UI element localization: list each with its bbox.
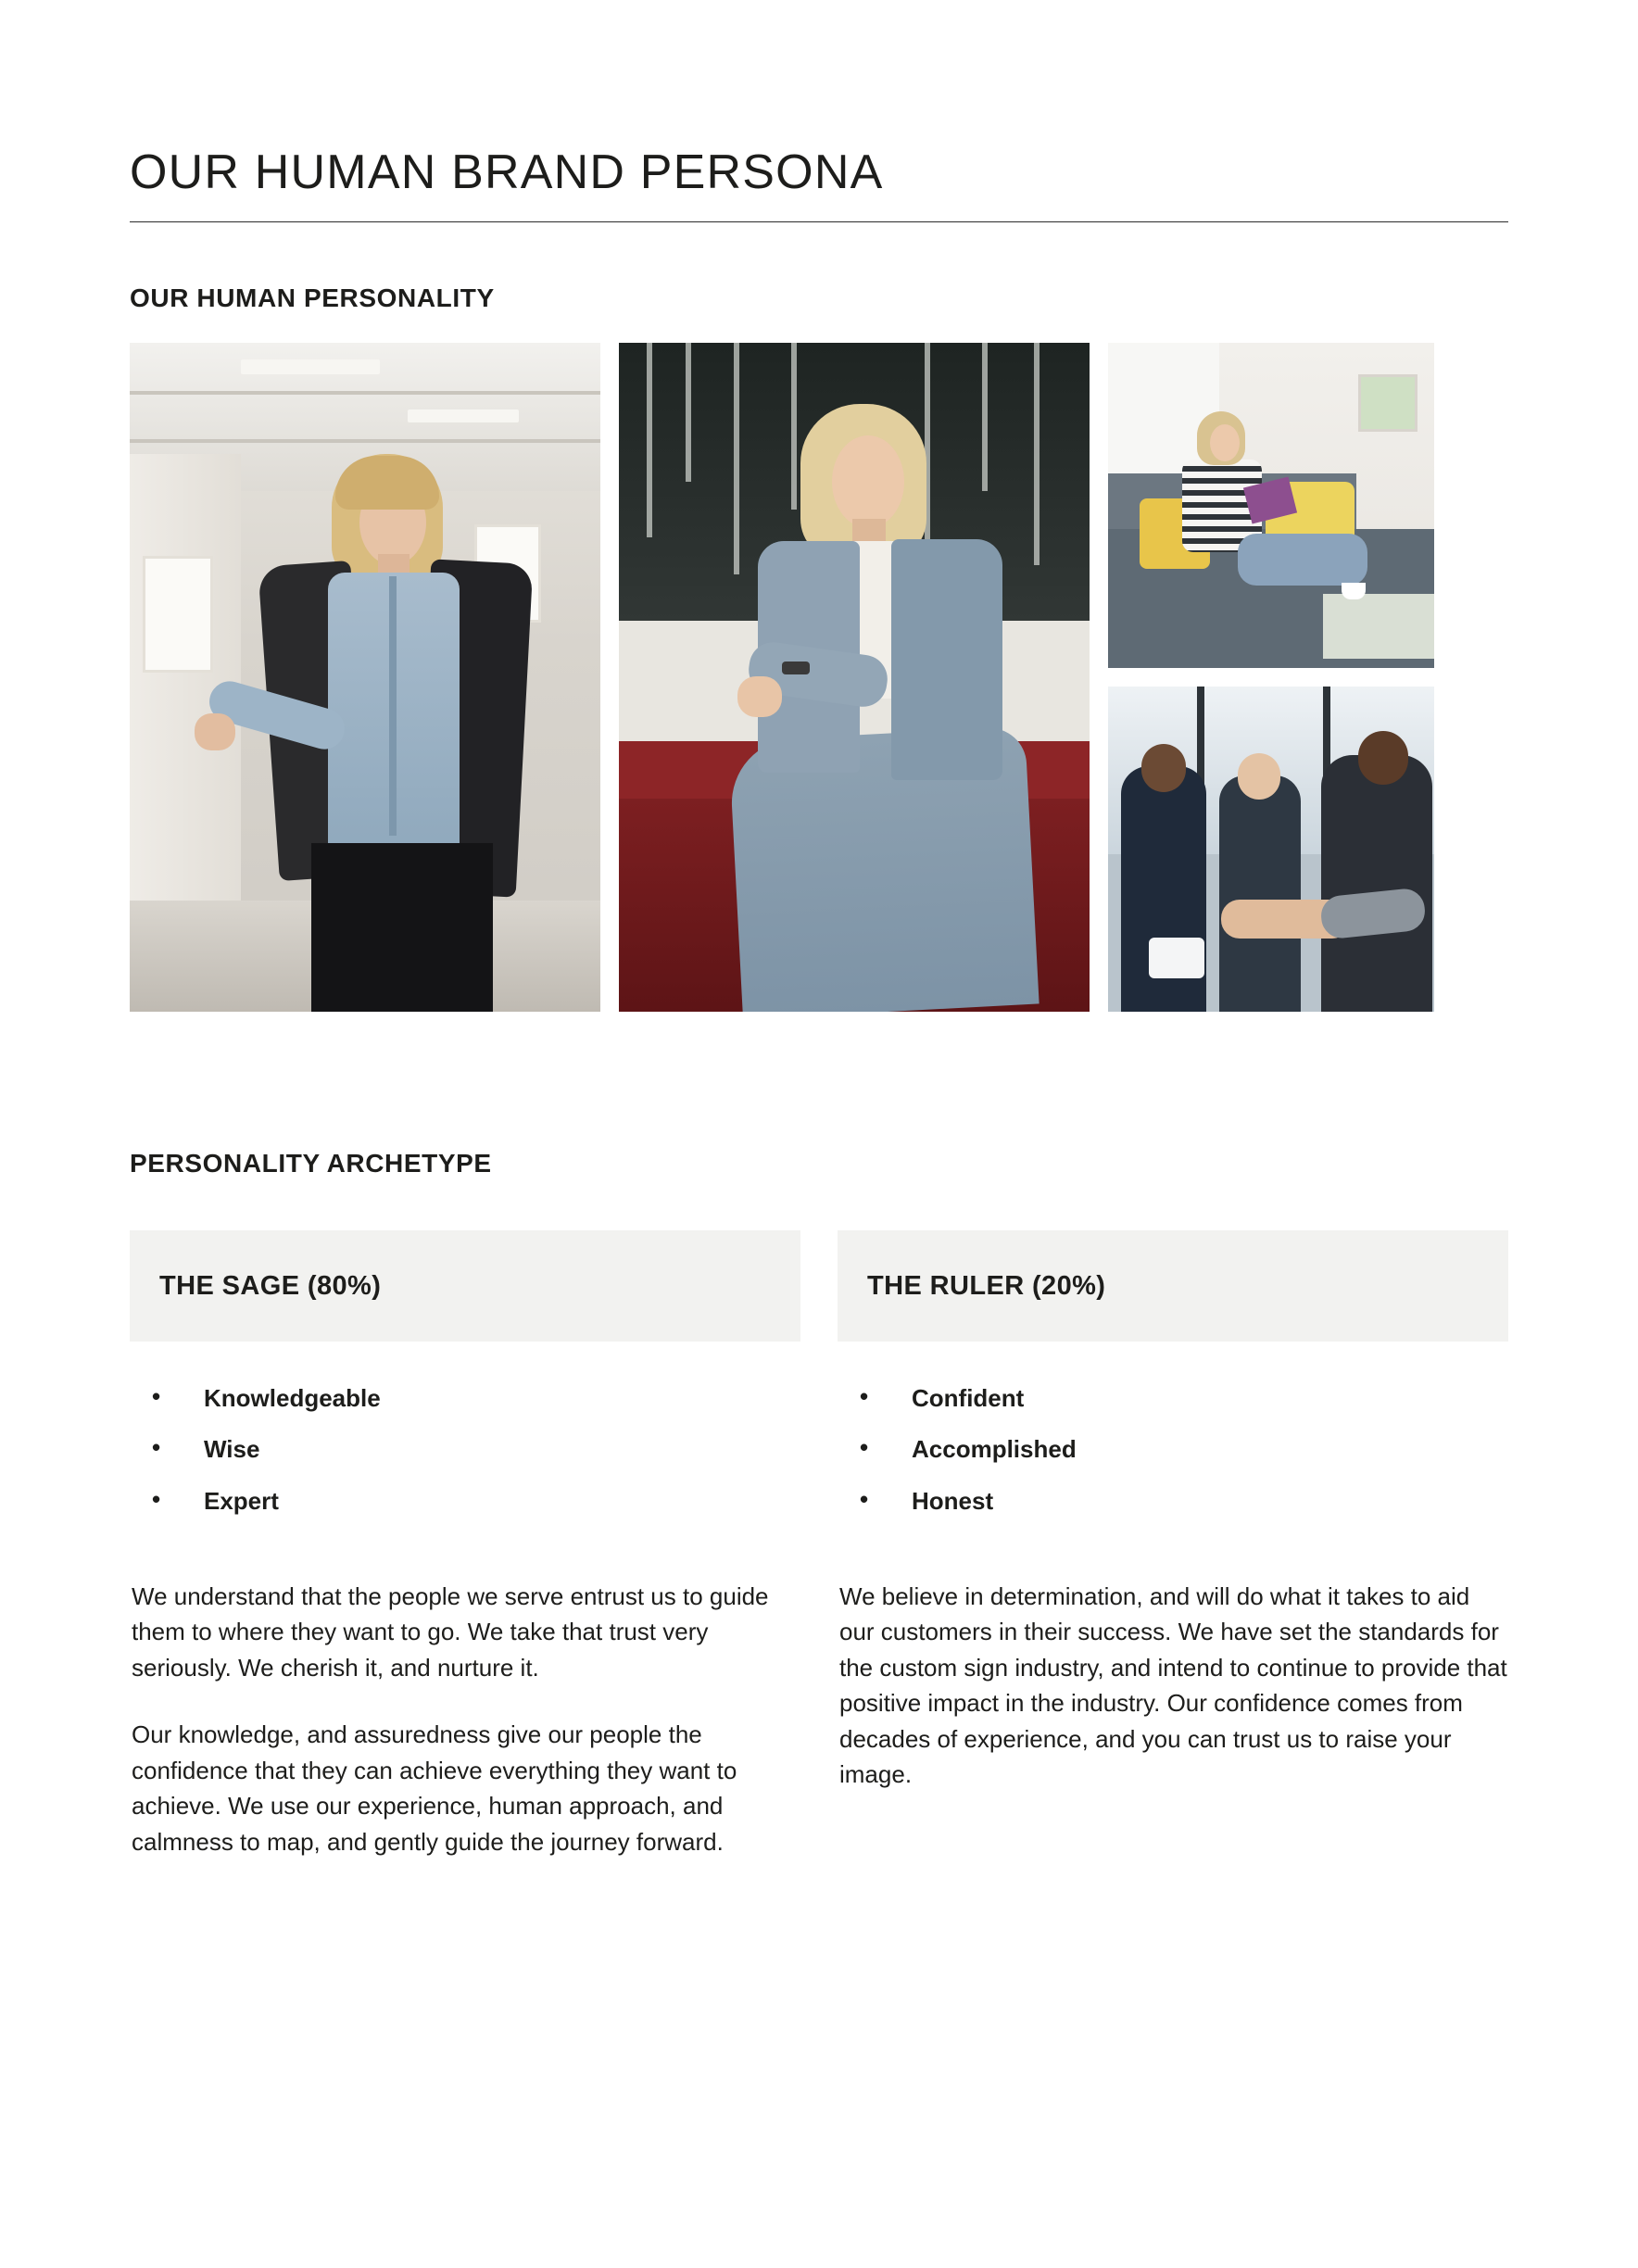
archetype-paragraph: We believe in determination, and will do what it takes to aid our customers in their success. We have set the standards for the custom sign industry, and intend to continue to provide that positive impact in the industry. Our confidence comes from decades of experience, and you can trust us to raise your image.	[839, 1581, 1507, 1789]
photo-artwork-drip	[1034, 343, 1040, 565]
page-title: OUR HUMAN BRAND PERSONA	[130, 145, 884, 199]
archetype-trait-list-sage	[130, 1384, 800, 1516]
photo-person-middle-head	[1238, 753, 1280, 800]
photo-person-hand	[737, 676, 782, 717]
archetype-paragraph: Our knowledge, and assuredness give our people the confidence that they can achieve everything they want to achieve. We use our experience, human approach, and calmness to map, and gently guide the journey forward.	[132, 1720, 737, 1856]
photo-person-middle	[1219, 775, 1301, 1012]
archetype-column-ruler	[838, 1230, 1508, 1859]
photo-person-right	[1321, 755, 1432, 1012]
photo-artwork-drip	[982, 343, 988, 491]
photo-cup	[1342, 583, 1366, 599]
photo-person-skirt	[311, 843, 493, 1012]
archetype-body-sage	[130, 1579, 800, 1859]
photo-woman-red-sofa	[619, 343, 1090, 1012]
archetype-columns	[130, 1230, 1508, 1859]
photo-artwork-drip	[647, 343, 652, 537]
list-item: • Accomplished	[860, 1435, 1508, 1464]
personality-photo-grid	[130, 343, 1508, 1012]
photo-person-watch	[782, 662, 810, 674]
archetype-header-sage	[130, 1230, 800, 1342]
title-divider	[130, 221, 1508, 222]
list-item: • Honest	[860, 1487, 1508, 1516]
photo-light-panel	[408, 410, 519, 422]
photo-wall-frame	[143, 556, 213, 673]
photo-person-right-head	[1358, 731, 1408, 785]
photo-white-shirt	[1149, 938, 1204, 978]
list-item: • Expert	[152, 1487, 800, 1516]
list-item: • Confident	[860, 1384, 1508, 1413]
photo-woman-reading	[1108, 343, 1434, 668]
photo-person-jeans	[1238, 534, 1367, 586]
photo-person-blouse-placket	[389, 576, 397, 836]
photo-light-panel	[241, 359, 380, 374]
archetype-column-sage	[130, 1230, 800, 1859]
archetype-body-ruler	[838, 1579, 1508, 1793]
photo-person-left-head	[1141, 744, 1186, 792]
photo-ceiling-line	[130, 439, 600, 443]
photo-artwork-drip	[791, 343, 797, 510]
archetype-trait-list-ruler	[838, 1384, 1508, 1516]
photo-ceiling-line	[130, 391, 600, 395]
archetype-title: THE RULER (20%)	[867, 1270, 1106, 1301]
photo-wall-art	[1358, 374, 1418, 432]
archetype-title: THE SAGE (80%)	[159, 1270, 382, 1301]
photo-artwork-drip	[686, 343, 691, 482]
photo-side-table	[1323, 594, 1434, 659]
photo-person-hair-front	[335, 456, 439, 510]
photo-woman-hallway	[130, 343, 600, 1012]
section-heading-personality: OUR HUMAN PERSONALITY	[130, 284, 495, 313]
archetype-paragraph: We understand that the people we serve entrust us to guide them to where they want to go. We take that trust very seriously. We cherish it, and nurture it.	[132, 1581, 769, 1682]
photo-stack-right	[1108, 343, 1434, 1012]
photo-person-hand	[195, 713, 235, 750]
list-item: • Knowledgeable	[152, 1384, 800, 1413]
photo-person-face	[1210, 424, 1240, 461]
section-heading-archetype: PERSONALITY ARCHETYPE	[130, 1149, 492, 1178]
photo-handshake-group	[1108, 687, 1434, 1012]
photo-artwork-drip	[734, 343, 739, 574]
archetype-header-ruler	[838, 1230, 1508, 1342]
list-item: • Wise	[152, 1435, 800, 1464]
photo-person-blazer-right	[891, 539, 1002, 780]
photo-person-face	[832, 435, 904, 528]
